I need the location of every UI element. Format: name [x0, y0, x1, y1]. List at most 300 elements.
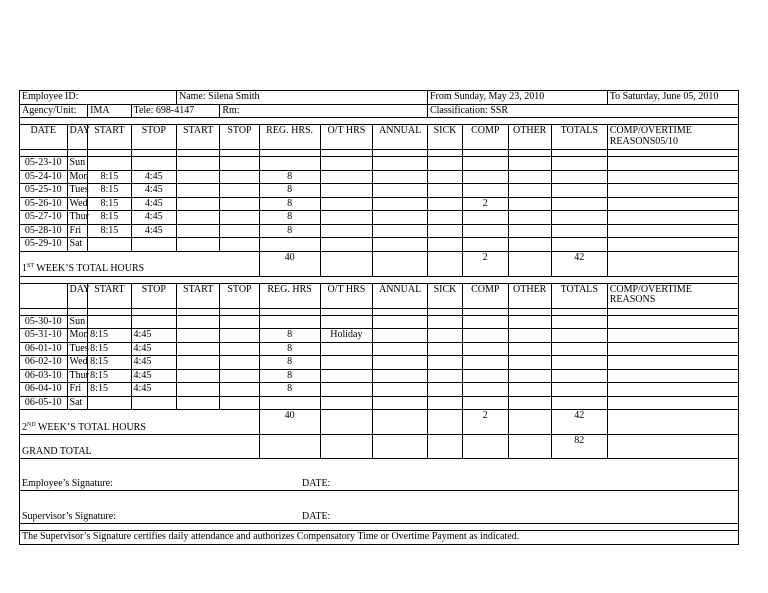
- other-cell[interactable]: [508, 238, 551, 252]
- week1-spacer: [20, 150, 739, 157]
- sick-cell[interactable]: [427, 170, 462, 184]
- week1-total-other[interactable]: [508, 251, 551, 276]
- start-cell[interactable]: [88, 396, 131, 410]
- date-cell: 06-03-10: [20, 369, 68, 383]
- footer-note: The Supervisor’s Signature certifies daily attendance and authorizes Compensatory Time or Overtime Payment as indicated.: [20, 531, 739, 545]
- stop2-cell[interactable]: [220, 184, 259, 198]
- other-cell[interactable]: [508, 224, 551, 238]
- reasons-cell[interactable]: [607, 396, 738, 410]
- sick-cell[interactable]: [427, 342, 462, 356]
- ot-hrs-cell[interactable]: [320, 211, 373, 225]
- other-cell[interactable]: [508, 329, 551, 343]
- date-cell: 05-30-10: [20, 315, 68, 329]
- reg-hrs-cell[interactable]: 8: [259, 369, 320, 383]
- spacer-cell: [463, 308, 508, 315]
- stop-cell[interactable]: 4:45: [131, 369, 176, 383]
- reg-hrs-cell[interactable]: 8: [259, 197, 320, 211]
- table-row: [20, 383, 739, 397]
- sick-cell[interactable]: [427, 396, 462, 410]
- other-cell[interactable]: [508, 383, 551, 397]
- agency-value[interactable]: IMA: [88, 104, 131, 118]
- annual-cell[interactable]: [373, 369, 428, 383]
- employee-signature-row: [20, 459, 739, 491]
- reg-hrs-cell[interactable]: 8: [259, 356, 320, 370]
- sick-cell[interactable]: [427, 197, 462, 211]
- reasons-cell[interactable]: [607, 342, 738, 356]
- ot-hrs-cell[interactable]: [320, 197, 373, 211]
- annual-cell[interactable]: [373, 238, 428, 252]
- employee-signature-label: Employee’s Signature:: [22, 477, 113, 489]
- col-header-totals: TOTALS: [551, 125, 607, 150]
- comp-cell[interactable]: [463, 224, 508, 238]
- comp-cell[interactable]: [463, 315, 508, 329]
- comp-cell[interactable]: [463, 342, 508, 356]
- annual-cell[interactable]: [373, 356, 428, 370]
- reasons-cell[interactable]: [607, 315, 738, 329]
- comp-cell[interactable]: [463, 184, 508, 198]
- date-cell: 05-26-10: [20, 197, 68, 211]
- spacer-cell: [320, 150, 373, 157]
- week1-total-reg[interactable]: 40: [259, 251, 320, 276]
- day-cell: Sun: [67, 315, 88, 329]
- week1-total-annual[interactable]: [373, 251, 428, 276]
- ot-hrs-cell[interactable]: [320, 184, 373, 198]
- totals-cell[interactable]: [551, 383, 607, 397]
- spacer-cell: [320, 308, 373, 315]
- header-section: [20, 91, 739, 125]
- reasons-cell[interactable]: [607, 157, 738, 171]
- week2-total-sick[interactable]: [427, 410, 462, 435]
- reasons-cell[interactable]: [607, 329, 738, 343]
- sick-cell[interactable]: [427, 211, 462, 225]
- ot-hrs-cell[interactable]: [320, 224, 373, 238]
- totals-cell[interactable]: [551, 184, 607, 198]
- date-cell: 05-25-10: [20, 184, 68, 198]
- week2-total-totals[interactable]: 42: [551, 410, 607, 435]
- stop-cell[interactable]: 4:45: [131, 356, 176, 370]
- totals-cell[interactable]: [551, 356, 607, 370]
- week2-total-annual[interactable]: [373, 410, 428, 435]
- table-row: [20, 369, 739, 383]
- reasons-cell[interactable]: [607, 369, 738, 383]
- grand-total-reg[interactable]: [259, 435, 320, 459]
- week2-total-other[interactable]: [508, 410, 551, 435]
- annual-cell[interactable]: [373, 224, 428, 238]
- other-cell[interactable]: [508, 211, 551, 225]
- spacer-cell: [259, 308, 320, 315]
- spacer-cell: [220, 308, 259, 315]
- week2-total-row: [20, 410, 739, 435]
- grand-total-sick[interactable]: [427, 435, 462, 459]
- signature-spacer: [20, 524, 739, 531]
- stop2-cell[interactable]: [220, 238, 259, 252]
- sick-cell[interactable]: [427, 383, 462, 397]
- comp-cell[interactable]: [463, 238, 508, 252]
- col-header-ot-hrs: O/T HRS: [320, 283, 373, 308]
- spacer-cell: [20, 308, 68, 315]
- reg-hrs-cell[interactable]: 8: [259, 211, 320, 225]
- reg-hrs-cell[interactable]: 8: [259, 383, 320, 397]
- col-header-other: OTHER: [508, 283, 551, 308]
- week2-total-ot[interactable]: [320, 410, 373, 435]
- grand-total-totals[interactable]: 82: [551, 435, 607, 459]
- grand-total-row: [20, 435, 739, 459]
- stop-cell[interactable]: 4:45: [131, 197, 176, 211]
- other-cell[interactable]: [508, 315, 551, 329]
- tele-field[interactable]: Tele: 698-4147: [131, 104, 220, 118]
- reg-hrs-cell[interactable]: [259, 315, 320, 329]
- other-cell[interactable]: [508, 157, 551, 171]
- day-cell: Wed: [67, 356, 88, 370]
- stop-cell[interactable]: 4:45: [131, 170, 176, 184]
- spacer-row: [20, 118, 739, 125]
- ot-hrs-cell[interactable]: Holiday: [320, 329, 373, 343]
- col-header-reasons: COMP/OVERTIME REASONS: [607, 283, 738, 308]
- start2-cell[interactable]: [176, 369, 219, 383]
- table-row: [20, 184, 739, 198]
- comp-cell[interactable]: [463, 356, 508, 370]
- totals-cell[interactable]: [551, 197, 607, 211]
- totals-cell[interactable]: [551, 157, 607, 171]
- reasons-cell[interactable]: [607, 224, 738, 238]
- comp-cell[interactable]: [463, 211, 508, 225]
- annual-cell[interactable]: [373, 184, 428, 198]
- start-cell[interactable]: 8:15: [88, 211, 131, 225]
- comp-cell[interactable]: [463, 369, 508, 383]
- annual-cell[interactable]: [373, 396, 428, 410]
- start2-cell[interactable]: [176, 170, 219, 184]
- between-weeks-spacer: [20, 276, 739, 283]
- week2-total-comp[interactable]: 2: [463, 410, 508, 435]
- start-cell[interactable]: 8:15: [88, 356, 131, 370]
- week1-section: [20, 125, 739, 157]
- stop2-cell[interactable]: [220, 315, 259, 329]
- reasons-cell[interactable]: [607, 170, 738, 184]
- table-row: [20, 356, 739, 370]
- week2-total-reasons[interactable]: [607, 410, 738, 435]
- spacer-cell: [220, 150, 259, 157]
- col-header-ot-hrs: O/T HRS: [320, 125, 373, 150]
- start-cell[interactable]: [88, 157, 131, 171]
- reg-hrs-cell[interactable]: [259, 157, 320, 171]
- stop2-cell[interactable]: [220, 157, 259, 171]
- start2-cell[interactable]: [176, 211, 219, 225]
- start2-cell[interactable]: [176, 238, 219, 252]
- start2-cell[interactable]: [176, 157, 219, 171]
- start-cell[interactable]: 8:15: [88, 224, 131, 238]
- annual-cell[interactable]: [373, 329, 428, 343]
- classification-field[interactable]: Classification: SSR: [427, 104, 738, 118]
- start-cell[interactable]: 8:15: [88, 184, 131, 198]
- sick-cell[interactable]: [427, 238, 462, 252]
- sick-cell[interactable]: [427, 184, 462, 198]
- week1-total-reasons[interactable]: [607, 251, 738, 276]
- ot-hrs-cell[interactable]: [320, 383, 373, 397]
- spacer-cell: [508, 150, 551, 157]
- start-cell[interactable]: [88, 315, 131, 329]
- ot-hrs-cell[interactable]: [320, 170, 373, 184]
- table-row: [20, 211, 739, 225]
- week1-total-sup: ST: [27, 263, 35, 269]
- start-cell[interactable]: [88, 238, 131, 252]
- spacer-cell: [20, 276, 739, 283]
- comp-cell[interactable]: [463, 383, 508, 397]
- sick-cell[interactable]: [427, 157, 462, 171]
- reasons-cell[interactable]: [607, 184, 738, 198]
- totals-cell[interactable]: [551, 224, 607, 238]
- employee-signature-cell[interactable]: [20, 459, 739, 491]
- week1-total-totals[interactable]: 42: [551, 251, 607, 276]
- annual-cell[interactable]: [373, 197, 428, 211]
- table-row: [20, 238, 739, 252]
- supervisor-date-label: DATE:: [302, 510, 331, 522]
- comp-cell[interactable]: 2: [463, 197, 508, 211]
- stop2-cell[interactable]: [220, 356, 259, 370]
- comp-cell[interactable]: [463, 329, 508, 343]
- week1-total-row: [20, 251, 739, 276]
- annual-cell[interactable]: [373, 157, 428, 171]
- reg-hrs-cell[interactable]: 8: [259, 342, 320, 356]
- employee-id-field[interactable]: Employee ID:: [20, 91, 177, 105]
- other-cell[interactable]: [508, 184, 551, 198]
- week2-total-section: [20, 410, 739, 459]
- col-header-date: DATE: [20, 125, 68, 150]
- stop2-cell[interactable]: [220, 224, 259, 238]
- start-cell[interactable]: 8:15: [88, 369, 131, 383]
- reasons-cell[interactable]: [607, 238, 738, 252]
- week1-column-header: [20, 125, 739, 150]
- day-cell: Thur: [67, 211, 88, 225]
- grand-total-comp[interactable]: [463, 435, 508, 459]
- date-cell: 06-04-10: [20, 383, 68, 397]
- annual-cell[interactable]: [373, 211, 428, 225]
- grand-total-ot[interactable]: [320, 435, 373, 459]
- day-cell: Mon: [67, 170, 88, 184]
- employee-date-label: DATE:: [302, 477, 331, 489]
- start-cell[interactable]: 8:15: [88, 342, 131, 356]
- start2-cell[interactable]: [176, 396, 219, 410]
- start-cell[interactable]: 8:15: [88, 197, 131, 211]
- date-cell: 06-02-10: [20, 356, 68, 370]
- totals-cell[interactable]: [551, 315, 607, 329]
- reasons-cell[interactable]: [607, 211, 738, 225]
- totals-cell[interactable]: [551, 211, 607, 225]
- stop2-cell[interactable]: [220, 170, 259, 184]
- stop2-cell[interactable]: [220, 342, 259, 356]
- spacer-cell: [508, 308, 551, 315]
- stop2-cell[interactable]: [220, 396, 259, 410]
- ot-hrs-cell[interactable]: [320, 315, 373, 329]
- start2-cell[interactable]: [176, 197, 219, 211]
- start2-cell[interactable]: [176, 342, 219, 356]
- annual-cell[interactable]: [373, 383, 428, 397]
- col-header-stop-2: STOP: [220, 283, 259, 308]
- stop-cell[interactable]: 4:45: [131, 211, 176, 225]
- totals-cell[interactable]: [551, 238, 607, 252]
- table-row: [20, 329, 739, 343]
- week1-total-label: [20, 251, 260, 276]
- other-cell[interactable]: [508, 342, 551, 356]
- stop2-cell[interactable]: [220, 369, 259, 383]
- other-cell[interactable]: [508, 369, 551, 383]
- totals-cell[interactable]: [551, 329, 607, 343]
- ot-hrs-cell[interactable]: [320, 157, 373, 171]
- date-cell: 05-29-10: [20, 238, 68, 252]
- start2-cell[interactable]: [176, 356, 219, 370]
- to-date-field[interactable]: To Saturday, June 05, 2010: [607, 91, 738, 105]
- totals-cell[interactable]: [551, 170, 607, 184]
- table-row: [20, 170, 739, 184]
- grand-total-label: GRAND TOTAL: [20, 435, 260, 459]
- start2-cell[interactable]: [176, 315, 219, 329]
- date-cell: 05-23-10: [20, 157, 68, 171]
- start2-cell[interactable]: [176, 184, 219, 198]
- reasons-cell[interactable]: [607, 197, 738, 211]
- spacer-cell: [551, 308, 607, 315]
- ot-hrs-cell[interactable]: [320, 342, 373, 356]
- spacer-cell: [131, 308, 176, 315]
- spacer-cell: [176, 308, 219, 315]
- annual-cell[interactable]: [373, 315, 428, 329]
- stop-cell[interactable]: [131, 238, 176, 252]
- reg-hrs-cell[interactable]: 8: [259, 170, 320, 184]
- stop-cell[interactable]: 4:45: [131, 383, 176, 397]
- grand-total-reasons[interactable]: [607, 435, 738, 459]
- spacer-cell: [427, 308, 462, 315]
- stop-cell[interactable]: [131, 157, 176, 171]
- grand-total-other[interactable]: [508, 435, 551, 459]
- stop-cell[interactable]: 4:45: [131, 184, 176, 198]
- stop2-cell[interactable]: [220, 211, 259, 225]
- ot-hrs-cell[interactable]: [320, 369, 373, 383]
- day-cell: Fri: [67, 383, 88, 397]
- table-row: [20, 315, 739, 329]
- spacer-cell: [67, 150, 88, 157]
- start2-cell[interactable]: [176, 329, 219, 343]
- annual-cell[interactable]: [373, 342, 428, 356]
- rm-field[interactable]: Rm:: [220, 104, 428, 118]
- stop2-cell[interactable]: [220, 197, 259, 211]
- date-cell: 05-24-10: [20, 170, 68, 184]
- sick-cell[interactable]: [427, 224, 462, 238]
- day-cell: Sat: [67, 396, 88, 410]
- week1-total-sick[interactable]: [427, 251, 462, 276]
- spacer-cell: [67, 308, 88, 315]
- other-cell[interactable]: [508, 396, 551, 410]
- day-cell: Thur: [67, 369, 88, 383]
- spacer-cell: [259, 150, 320, 157]
- week1-total-comp[interactable]: 2: [463, 251, 508, 276]
- stop-cell[interactable]: 4:45: [131, 224, 176, 238]
- table-row: [20, 224, 739, 238]
- other-cell[interactable]: [508, 356, 551, 370]
- reg-hrs-cell[interactable]: 8: [259, 184, 320, 198]
- week2-section: [20, 283, 739, 315]
- comp-cell[interactable]: [463, 170, 508, 184]
- stop-cell[interactable]: [131, 396, 176, 410]
- totals-cell[interactable]: [551, 369, 607, 383]
- header-row-1: [20, 91, 739, 105]
- start-cell[interactable]: 8:15: [88, 170, 131, 184]
- annual-cell[interactable]: [373, 170, 428, 184]
- grand-total-annual[interactable]: [373, 435, 428, 459]
- from-date-field[interactable]: From Sunday, May 23, 2010: [427, 91, 607, 105]
- week2-column-header: [20, 283, 739, 308]
- reg-hrs-cell[interactable]: 8: [259, 329, 320, 343]
- day-cell: Mon: [67, 329, 88, 343]
- stop-cell[interactable]: 4:45: [131, 342, 176, 356]
- sick-cell[interactable]: [427, 356, 462, 370]
- reasons-cell[interactable]: [607, 356, 738, 370]
- day-cell: Sun: [67, 157, 88, 171]
- sick-cell[interactable]: [427, 369, 462, 383]
- col-header-start: START: [88, 283, 131, 308]
- stop-cell[interactable]: 4:45: [131, 329, 176, 343]
- signature-section: [20, 459, 739, 545]
- other-cell[interactable]: [508, 170, 551, 184]
- start-cell[interactable]: 8:15: [88, 329, 131, 343]
- stop-cell[interactable]: [131, 315, 176, 329]
- col-header-comp: COMP: [463, 125, 508, 150]
- spacer-cell: [551, 150, 607, 157]
- reg-hrs-cell[interactable]: [259, 238, 320, 252]
- col-header-sick: SICK: [427, 283, 462, 308]
- agency-label: Agency/Unit:: [20, 104, 88, 118]
- stop2-cell[interactable]: [220, 329, 259, 343]
- reasons-cell[interactable]: [607, 383, 738, 397]
- day-cell: Wed: [67, 197, 88, 211]
- spacer-cell: [427, 150, 462, 157]
- week2-rows: [20, 315, 739, 410]
- reg-hrs-cell[interactable]: 8: [259, 224, 320, 238]
- totals-cell[interactable]: [551, 396, 607, 410]
- week2-total-suffix: WEEK’S TOTAL HOURS: [35, 421, 146, 433]
- table-row: [20, 342, 739, 356]
- spacer-cell: [131, 150, 176, 157]
- ot-hrs-cell[interactable]: [320, 238, 373, 252]
- col-header-reg-hrs: REG. HRS: [259, 283, 320, 308]
- week1-total-ot[interactable]: [320, 251, 373, 276]
- col-header-date-blank: [20, 283, 68, 308]
- ot-hrs-cell[interactable]: [320, 356, 373, 370]
- stop2-cell[interactable]: [220, 383, 259, 397]
- ot-hrs-cell[interactable]: [320, 396, 373, 410]
- start2-cell[interactable]: [176, 224, 219, 238]
- name-field[interactable]: Name: Silena Smith: [176, 91, 427, 105]
- spacer-cell: [463, 150, 508, 157]
- totals-cell[interactable]: [551, 342, 607, 356]
- col-header-start: START: [88, 125, 131, 150]
- week2-total-reg[interactable]: 40: [259, 410, 320, 435]
- reg-hrs-cell[interactable]: [259, 396, 320, 410]
- col-header-start-2: START: [176, 125, 219, 150]
- spacer-cell: [20, 118, 739, 125]
- col-header-stop-2: STOP: [220, 125, 259, 150]
- sick-cell[interactable]: [427, 315, 462, 329]
- start-cell[interactable]: 8:15: [88, 383, 131, 397]
- week2-total-prefix: 2: [22, 421, 27, 433]
- comp-cell[interactable]: [463, 157, 508, 171]
- supervisor-signature-cell[interactable]: [20, 491, 739, 524]
- week1-rows: [20, 157, 739, 252]
- comp-cell[interactable]: [463, 396, 508, 410]
- start2-cell[interactable]: [176, 383, 219, 397]
- other-cell[interactable]: [508, 197, 551, 211]
- col-header-start-2: START: [176, 283, 219, 308]
- week1-total-suffix: WEEK’S TOTAL HOURS: [34, 263, 145, 274]
- sick-cell[interactable]: [427, 329, 462, 343]
- day-cell: Tues: [67, 342, 88, 356]
